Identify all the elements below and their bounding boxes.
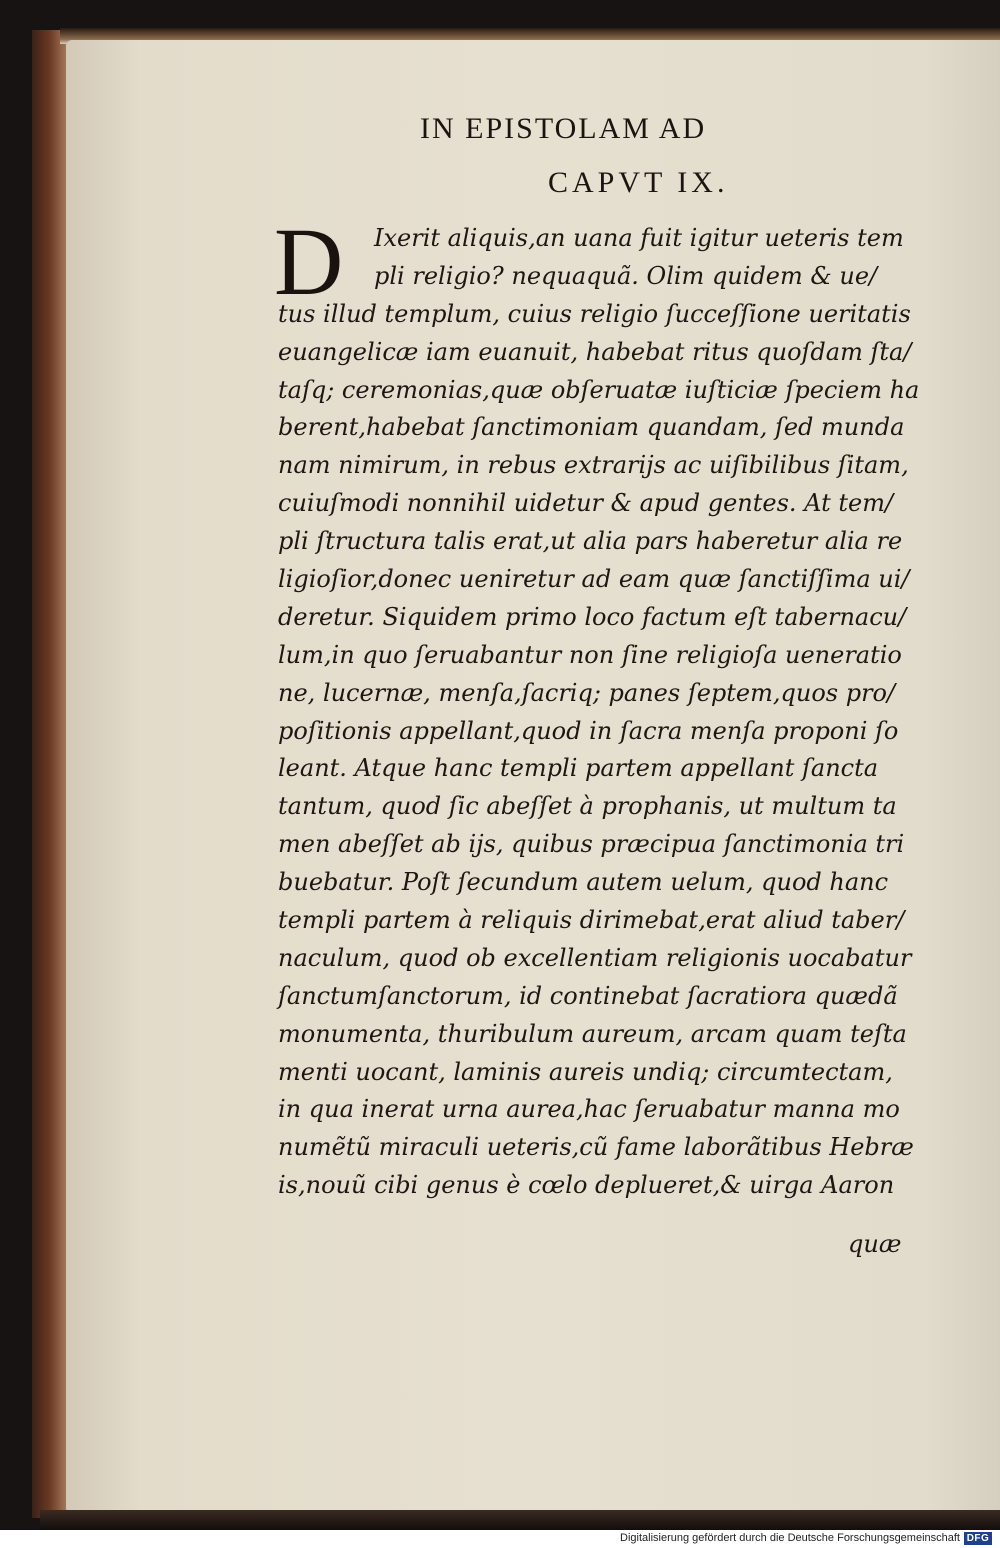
drop-cap: D bbox=[274, 208, 344, 315]
body-text bbox=[274, 208, 928, 1205]
text-line: tantum, quod ſic abeſſet à prophanis, ut multum ta bbox=[278, 792, 897, 821]
text-line: deretur. Siquidem primo loco factum eſt tabernacu/ bbox=[278, 602, 907, 631]
text-line: tus illud templum, cuius religio ſucceſſione ueritatis bbox=[278, 299, 911, 328]
footer-bar bbox=[0, 1530, 1000, 1548]
text-line: Ixerit aliquis,an uana fuit igitur ueteris tem bbox=[374, 224, 904, 252]
bottom-edge-shadow bbox=[40, 1510, 1000, 1530]
text-line: naculum, quod ob excellentiam religionis uocabatur bbox=[278, 943, 912, 972]
text-line: cuiuſmodi nonnihil uidetur & apud gentes. At tem/ bbox=[278, 489, 894, 518]
text-line: buebatur. Poſt ſecundum autem uelum, quod hanc bbox=[278, 868, 889, 897]
text-line: monumenta, thuribulum aureum, arcam quam teſta bbox=[278, 1019, 907, 1048]
text-line: in qua inerat urna aurea,hac ſeruabatur manna mo bbox=[278, 1095, 900, 1124]
funding-credit: Digitalisierung gefördert durch die Deutsche Forschungsgemeinschaft bbox=[620, 1532, 960, 1544]
running-head: IN EPISTOLAM AD bbox=[420, 112, 707, 145]
text-line: pli religio? nequaquã. Olim quidem & ue/ bbox=[374, 261, 878, 290]
text-line: euangelicæ iam euanuit, habebat ritus quoſdam ſta/ bbox=[278, 337, 912, 366]
text-line: taſq; ceremonias,quæ obſeruatæ iuſticiæ ſpeciem ha bbox=[278, 375, 920, 404]
text-line: pli ſtructura talis erat,ut alia pars haberetur alia re bbox=[278, 527, 903, 556]
text-line: menti uocant, laminis aureis undiq; circumtectam, bbox=[278, 1057, 893, 1086]
text-line: poſitionis appellant,quod in ſacra menſa proponi ſo bbox=[278, 716, 899, 745]
text-line: berent,habebat ſanctimoniam quandam, ſed munda bbox=[278, 413, 905, 442]
text-line: leant. Atque hanc templi partem appellant ſancta bbox=[278, 754, 879, 783]
text-line: numẽtũ miraculi ueteris,cũ fame laborãtibus Hebræ bbox=[278, 1133, 914, 1162]
text-line: templi partem à reliquis dirimebat,erat aliud taber/ bbox=[278, 906, 905, 935]
text-line: ligioſior,donec ueniretur ad eam quæ ſanctiſſima ui/ bbox=[278, 565, 910, 594]
chapter-title: CAPVT IX. bbox=[548, 166, 729, 199]
catchword: quæ bbox=[848, 1230, 902, 1258]
dfg-logo: DFG bbox=[964, 1532, 992, 1545]
text-line: ne, lucernæ, menſa,ſacriq; panes ſeptem,quos pro/ bbox=[278, 678, 896, 707]
text-line: lum,in quo ſeruabantur non ſine religioſa ueneratio bbox=[278, 640, 902, 669]
text-line: is,nouũ cibi genus è cœlo deplueret,& uirga Aaron bbox=[278, 1171, 895, 1200]
text-line: men abeſſet ab ijs, quibus præcipua ſanctimonia tri bbox=[278, 830, 905, 859]
text-line: nam nimirum, in rebus extrarijs ac uiſibilibus ſitam, bbox=[278, 451, 909, 480]
text-line: ſanctumſanctorum, id continebat ſacratiora quædã bbox=[278, 981, 898, 1010]
